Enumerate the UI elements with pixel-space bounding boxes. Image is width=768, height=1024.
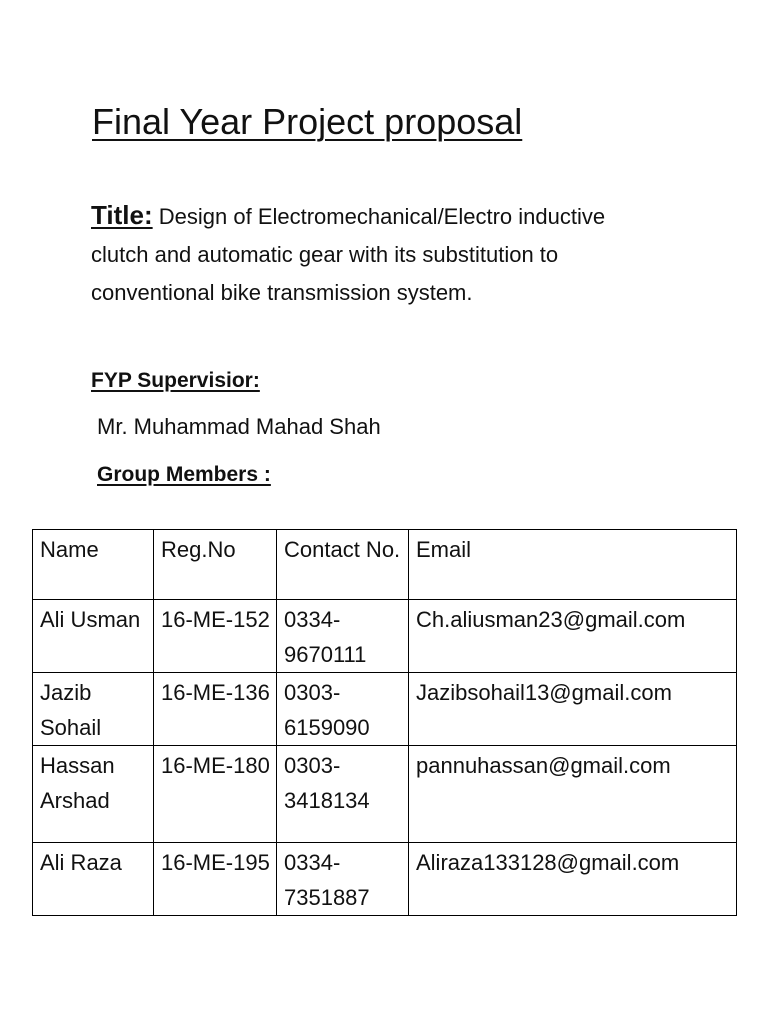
- member-email: Aliraza133128@gmail.com: [409, 843, 737, 916]
- member-name: Ali Raza: [33, 843, 154, 916]
- project-title-block: [91, 196, 651, 312]
- group-members-label: Group Members :: [97, 463, 271, 486]
- member-reg-no: 16-ME-136: [154, 673, 277, 746]
- table-row: [33, 673, 737, 746]
- member-contact: 0303-3418134: [277, 746, 409, 843]
- member-reg-no: 16-ME-195: [154, 843, 277, 916]
- member-contact: 0334-7351887: [277, 843, 409, 916]
- member-email: pannuhassan@gmail.com: [409, 746, 737, 843]
- table-row: [33, 600, 737, 673]
- member-email: Jazibsohail13@gmail.com: [409, 673, 737, 746]
- member-contact: 0334-9670111: [277, 600, 409, 673]
- table-header-row: [33, 530, 737, 600]
- column-header-name: Name: [33, 530, 154, 600]
- member-reg-no: 16-ME-180: [154, 746, 277, 843]
- member-name: Hassan Arshad: [33, 746, 154, 843]
- member-name: Jazib Sohail: [33, 673, 154, 746]
- member-email: Ch.aliusman23@gmail.com: [409, 600, 737, 673]
- member-name: Ali Usman: [33, 600, 154, 673]
- title-label: Title:: [91, 200, 153, 230]
- supervisor-name: Mr. Muhammad Mahad Shah: [97, 414, 381, 439]
- member-reg-no: 16-ME-152: [154, 600, 277, 673]
- member-contact: 0303-6159090: [277, 673, 409, 746]
- group-members-table: [32, 529, 737, 916]
- document-heading: Final Year Project proposal: [92, 101, 523, 142]
- table-row: [33, 746, 737, 843]
- column-header-contact: Contact No.: [277, 530, 409, 600]
- table-row: [33, 843, 737, 916]
- column-header-email: Email: [409, 530, 737, 600]
- column-header-reg-no: Reg.No: [154, 530, 277, 600]
- project-title-text: Design of Electromechanical/Electro inductive clutch and automatic gear with its substitution to conventional bike transmission system.: [91, 204, 606, 305]
- supervisor-label: FYP Supervisior:: [91, 369, 260, 392]
